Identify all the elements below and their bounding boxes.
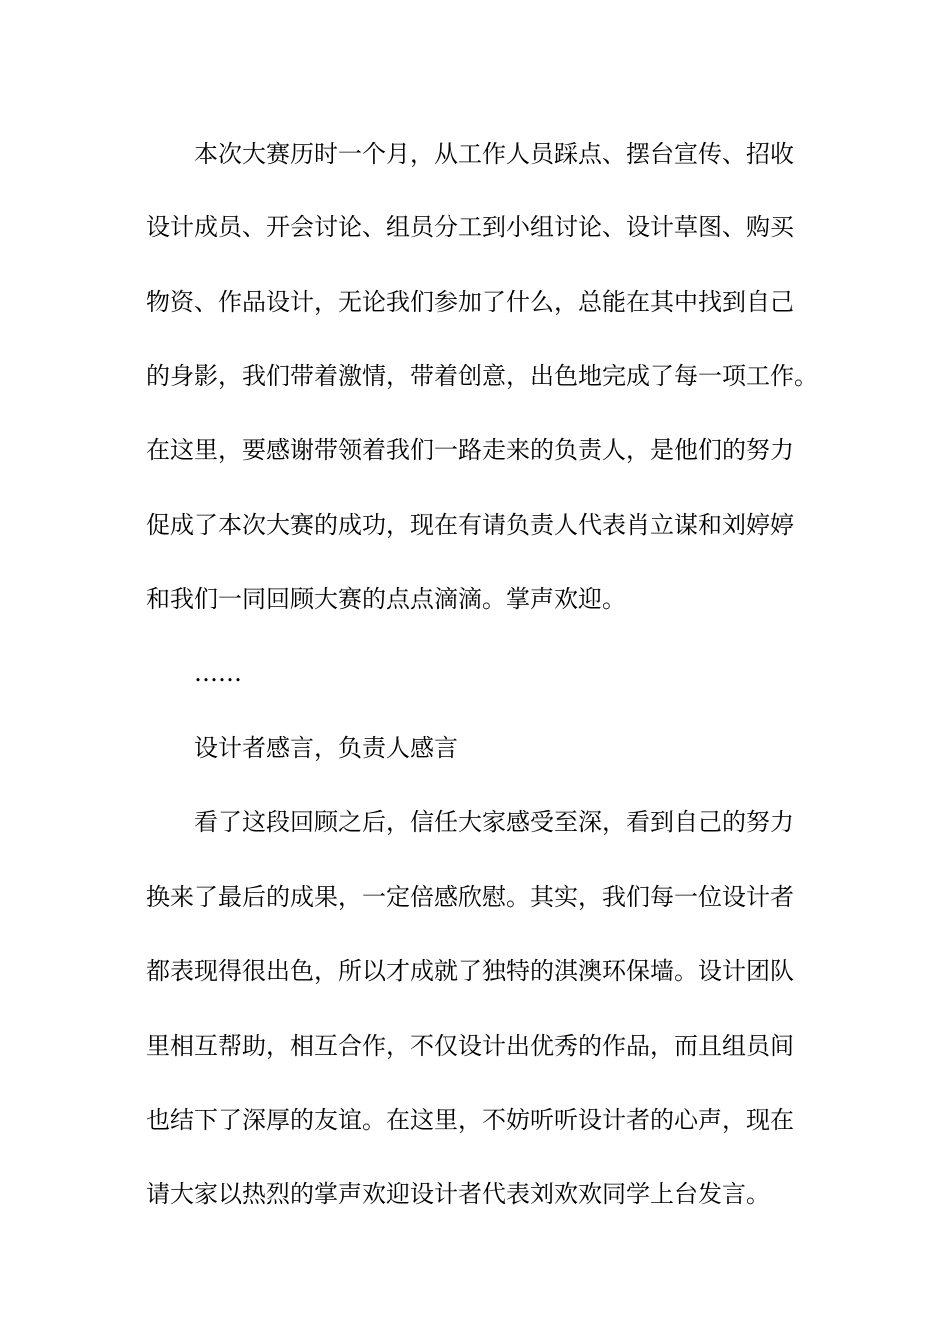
section-heading: 设计者感言，负责人感言 — [194, 734, 458, 762]
paragraph-2-line-1: 看了这段回顾之后，信任大家感受至深，看到自己的努力 — [194, 808, 794, 836]
paragraph-1-line-3: 物资、作品设计，无论我们参加了什么，总能在其中找到自己 — [146, 288, 794, 316]
paragraph-1-line-2: 设计成员、开会讨论、组员分工到小组讨论、设计草图、购买 — [146, 213, 794, 241]
paragraph-1-line-5: 在这里，要感谢带领着我们一路走来的负责人，是他们的努力 — [146, 436, 794, 464]
paragraph-2-line-2: 换来了最后的成果，一定倍感欣慰。其实，我们每一位设计者 — [146, 883, 794, 911]
paragraph-1-line-1: 本次大赛历时一个月，从工作人员踩点、摆台宣传、招收 — [194, 140, 794, 168]
ellipsis-line: …… — [194, 659, 242, 687]
paragraph-2-line-6: 请大家以热烈的掌声欢迎设计者代表刘欢欢同学上台发言。 — [146, 1180, 770, 1208]
paragraph-2-line-4: 里相互帮助，相互合作，不仅设计出优秀的作品，而且组员间 — [146, 1032, 794, 1060]
paragraph-2-line-5: 也结下了深厚的友谊。在这里，不妨听听设计者的心声，现在 — [146, 1106, 794, 1134]
paragraph-1-line-7: 和我们一同回顾大赛的点点滴滴。掌声欢迎。 — [146, 585, 626, 613]
paragraph-2-line-3: 都表现得很出色，所以才成就了独特的淇澳环保墙。设计团队 — [146, 957, 794, 985]
paragraph-1-line-6: 促成了本次大赛的成功，现在有请负责人代表肖立谋和刘婷婷 — [146, 511, 794, 539]
paragraph-1-line-4: 的身影，我们带着激情，带着创意，出色地完成了每一项工作。 — [146, 362, 818, 390]
